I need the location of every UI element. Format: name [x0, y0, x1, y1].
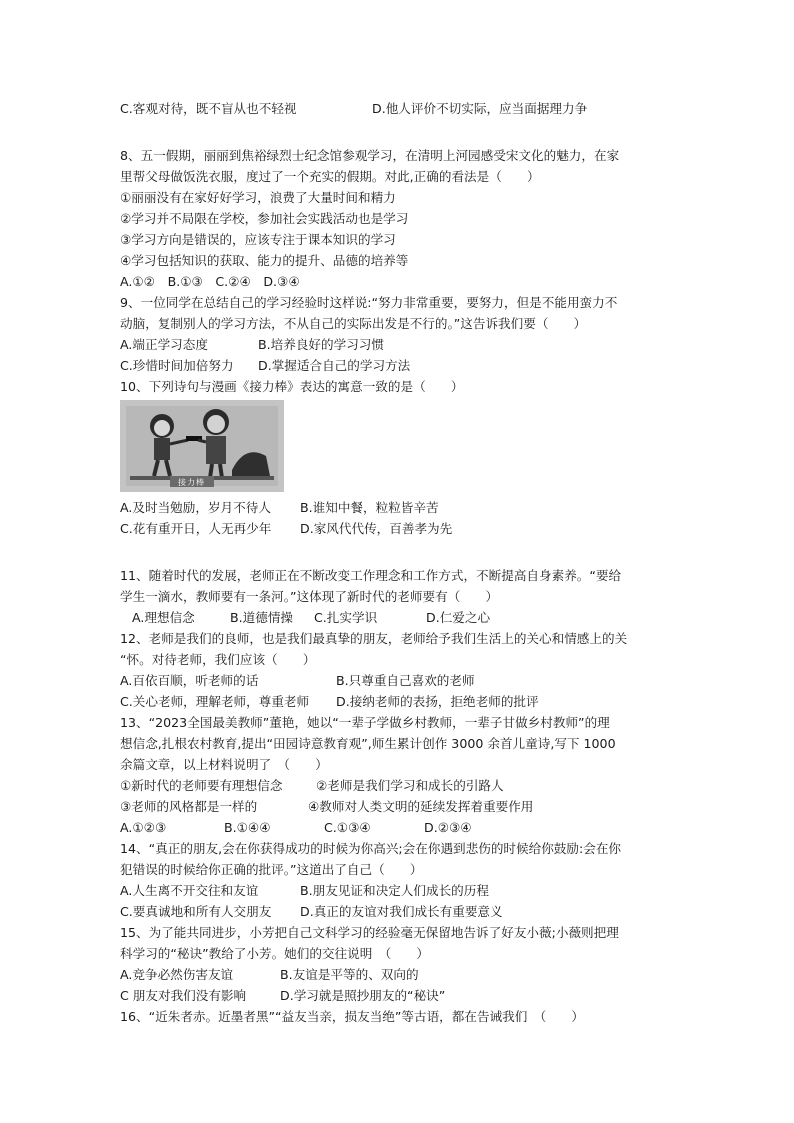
q13-options [120, 817, 680, 838]
question-list [120, 98, 680, 1027]
q14-option-a: A.人生离不开交往和友谊 [120, 883, 259, 898]
q15-stem-line-1: 15、为了能共同进步，小芳把自己文科学习的经验毫无保留地告诉了好友小薇;小薇则把理 [120, 925, 619, 940]
q12-options-cd [120, 691, 680, 712]
q8-options: A.①② B.①③ C.②④ D.③④ [120, 274, 300, 289]
q12-option-b: B.只尊重自己喜欢的老师 [336, 673, 475, 688]
q12-option-c: C.关心老师，理解老师，尊重老师 [120, 694, 310, 709]
q9-stem-line-1: 9、一位同学在总结自己的学习经验时这样说:“努力非常重要，要努力，但是不能用蛮力不 [120, 295, 618, 310]
q8-item-1: ①丽丽没有在家好好学习，浪费了大量时间和精力 [120, 190, 396, 205]
q9-options-cd [120, 355, 680, 376]
q12-option-d: D.接纳老师的表扬，拒绝老师的批评 [336, 694, 539, 709]
q11-stem-line-1: 11、随着时代的发展，老师正在不断改变工作理念和工作方式，不断提高自身素养。“要给 [120, 568, 622, 583]
q11-options [120, 607, 680, 628]
q9-option-a: A.端正学习态度 [120, 337, 208, 352]
q10-options-ab [120, 497, 680, 518]
q7-option-d: D.他人评价不切实际，应当面据理力争 [372, 101, 588, 116]
q10-option-c: C.花有重开日，人无再少年 [120, 521, 272, 536]
q7-options-cd [120, 98, 680, 119]
q13-item-1: ①新时代的老师要有理想信念 [120, 778, 283, 793]
cartoon-caption: 接力棒 [178, 478, 205, 487]
q15-option-c: C 朋友对我们没有影响 [120, 988, 247, 1003]
q12-stem-line-2: “怀。对待老师，我们应该（ ） [120, 652, 316, 667]
q14-stem-line-1: 14、“真正的朋友,会在你获得成功的时候为你高兴;会在你遇到悲伤的时候给你鼓励:会在你 [120, 841, 622, 856]
q15-options-ab [120, 964, 680, 985]
q13-stem-line-3: 余篇文章，以上材料说明了 （ ） [120, 757, 328, 772]
q13-items-12 [120, 775, 680, 796]
q9-option-c: C.珍惜时间加倍努力 [120, 358, 234, 373]
q14-option-d: D.真正的友谊对我们成长有重要意义 [300, 904, 503, 919]
q8-item-4: ④学习包括知识的获取、能力的提升、品德的培养等 [120, 253, 409, 268]
q13-stem-line-1: 13、“2023全国最美教师”董艳，她以“一辈子学做乡村教师，一辈子甘做乡村教师”的理 [120, 715, 610, 730]
q8-stem-line-1: 8、五一假期，丽丽到焦裕绿烈士纪念馆参观学习，在清明上河园感受宋文化的魅力，在家 [120, 148, 620, 163]
q15-stem-line-2: 科学习的“秘诀”教给了小芳。她们的交往说明 （ ） [120, 946, 429, 961]
q15-option-b: B.友谊是平等的、双向的 [280, 967, 419, 982]
q9-options-ab [120, 334, 680, 355]
q13-items-34 [120, 796, 680, 817]
q12-option-a: A.百依百顺，听老师的话 [120, 673, 259, 688]
q8-stem-line-2: 里帮父母做饭洗衣服，度过了一个充实的假期。对此,正确的看法是（ ） [120, 169, 540, 184]
q8-item-2: ②学习并不局限在学校，参加社会实践活动也是学习 [120, 211, 409, 226]
q10-option-d: D.家风代代传，百善孝为先 [300, 521, 453, 536]
q14-option-b: B.朋友见证和决定人们成长的历程 [300, 883, 489, 898]
q9-option-d: D.掌握适合自己的学习方法 [258, 358, 411, 373]
q13-option-a: A.①②③ [120, 820, 167, 835]
q15-option-a: A.竞争必然伤害友谊 [120, 967, 234, 982]
q13-stem-line-2: 想信念,扎根农村教育,提出“田园诗意教育观”,师生累计创作 3000 余首儿童诗,写下 1000 [120, 736, 616, 751]
q15-option-d: D.学习就是照抄朋友的“秘诀” [280, 988, 446, 1003]
relay-baton-cartoon [120, 400, 284, 492]
q10-option-a: A.及时当勉励，岁月不待人 [120, 500, 271, 515]
q10-options-cd [120, 518, 680, 539]
q12-stem-line-1: 12、老师是我们的良师，也是我们最真挚的朋友，老师给予我们生活上的关心和情感上的关 [120, 631, 628, 646]
q13-item-3: ③老师的风格都是一样的 [120, 799, 258, 814]
q13-item-2: ②老师是我们学习和成长的引路人 [316, 778, 504, 793]
q16-stem: 16、“近朱者赤。近墨者黑”“益友当亲，损友当绝”等古语，都在告诫我们 （ ） [120, 1009, 585, 1024]
q10-option-b: B.谁知中餐，粒粒皆辛苦 [300, 500, 439, 515]
q10-stem: 10、下列诗句与漫画《接力棒》表达的寓意一致的是（ ） [120, 379, 464, 394]
q8-item-3: ③学习方向是错误的，应该专注于课本知识的学习 [120, 232, 396, 247]
q13-item-4: ④教师对人类文明的延续发挥着重要作用 [308, 799, 534, 814]
q14-options-ab [120, 880, 680, 901]
q14-options-cd [120, 901, 680, 922]
q15-options-cd [120, 985, 680, 1006]
q13-option-c: C.①③④ [324, 820, 371, 835]
q11-option-a: A.理想信念 [132, 610, 195, 625]
q14-stem-line-2: 犯错误的时候给你正确的批评。”这道出了自己（ ） [120, 862, 423, 877]
q11-option-b: B.道德情操 [230, 610, 294, 625]
q12-options-ab [120, 670, 680, 691]
q11-stem-line-2: 学生一滴水，教师要有一条河。”这体现了新时代的老师要有（ ） [120, 589, 499, 604]
q11-option-d: D.仁爱之心 [426, 610, 491, 625]
q13-option-b: B.①④④ [224, 820, 271, 835]
q14-option-c: C.要真诚地和所有人交朋友 [120, 904, 272, 919]
q13-option-d: D.②③④ [424, 820, 472, 835]
q11-option-c: C.扎实学识 [314, 610, 378, 625]
q9-stem-line-2: 动脑，复制别人的学习方法，不从自己的实际出发是不行的。”这告诉我们要（ ） [120, 316, 587, 331]
q7-option-c: C.客观对待，既不盲从也不轻视 [120, 101, 297, 116]
q9-option-b: B.培养良好的学习习惯 [258, 337, 384, 352]
